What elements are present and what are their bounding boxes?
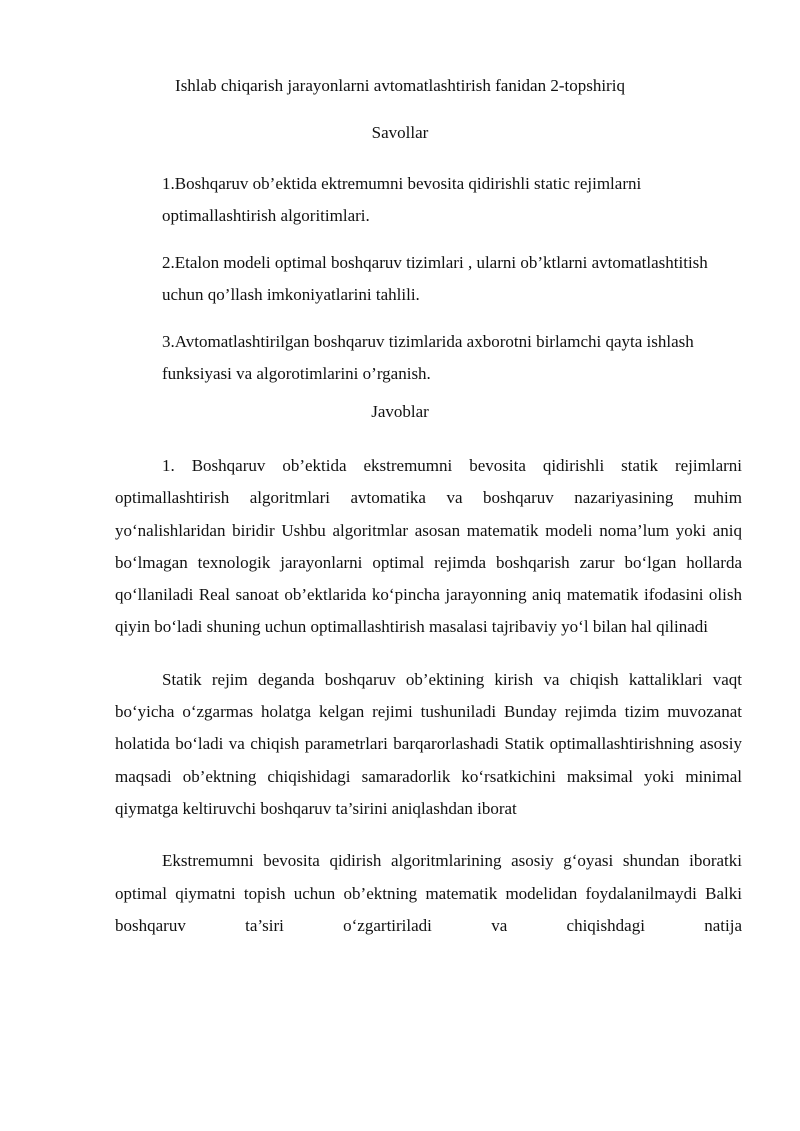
- document-title: Ishlab chiqarish jarayonlarni avtomatlashtirish fanidan 2-topshiriq: [175, 76, 625, 95]
- questions-list: [162, 168, 722, 405]
- question-item: 1.Boshqaruv ob’ektida ektremumni bevosita qidirishli static rejimlarni optimallashtirish algoritimlari.: [162, 174, 642, 225]
- answers-body: [115, 450, 742, 962]
- answer-paragraph: 1. Boshqaruv ob’ektida ekstremumni bevosita qidirishli statik rejimlarni optimallashtirish algoritmlari avtomatika va boshqaruv nazariyasining muhim yo‘nalishlaridan biridir Ushbu algoritmlar asosan matematik modeli noma’lum yoki aniq bo‘lmagan texnologik jarayonlarni optimal rejimda boshqarish zarur bo‘lgan hollarda qo‘llaniladi Real sanoat ob’ektlarida ko‘pincha jarayonning aniq matematik ifodasini olish qiyin bo‘ladi shuning uchun optimallashtirish masalasi tajribaviy yo‘l bilan hal qilinadi: [115, 456, 742, 637]
- answers-heading: Javoblar: [371, 402, 429, 421]
- question-item: 3.Avtomatlashtirilgan boshqaruv tizimlarida axborotni birlamchi qayta ishlash funksiyasi va algorotimlarini o’rganish.: [162, 332, 694, 383]
- answer-paragraph: Statik rejim deganda boshqaruv ob’ektining kirish va chiqish kattaliklari vaqt bo‘yicha o‘zgarmas holatga kelgan rejimi tushuniladi Bunday rejimda tizim muvozanat holatida bo‘ladi va chiqish parametrlari barqarorlashadi Statik optimallashtirishning asosiy maqsadi ob’ektning chiqishidagi samaradorlik ko‘rsatkichini maksimal yoki minimal qiymatga keltiruvchi boshqaruv ta’sirini aniqlashdan iborat: [115, 669, 742, 818]
- questions-heading: Savollar: [371, 123, 429, 142]
- answer-paragraph: Ekstremumni bevosita qidirish algoritmlarining asosiy g‘oyasi shundan iboratki optimal qiymatni topish uchun ob’ektning matematik modelidan foydalanilmaydi Balki boshqaruv ta’siri o‘zgartiriladi va chiqishdagi natija: [115, 851, 742, 935]
- question-item: 2.Etalon modeli optimal boshqaruv tizimlari , ularni ob’ktlarni avtomatlashtitish uchun qo’llash imkoniyatlarini tahlili.: [162, 253, 708, 304]
